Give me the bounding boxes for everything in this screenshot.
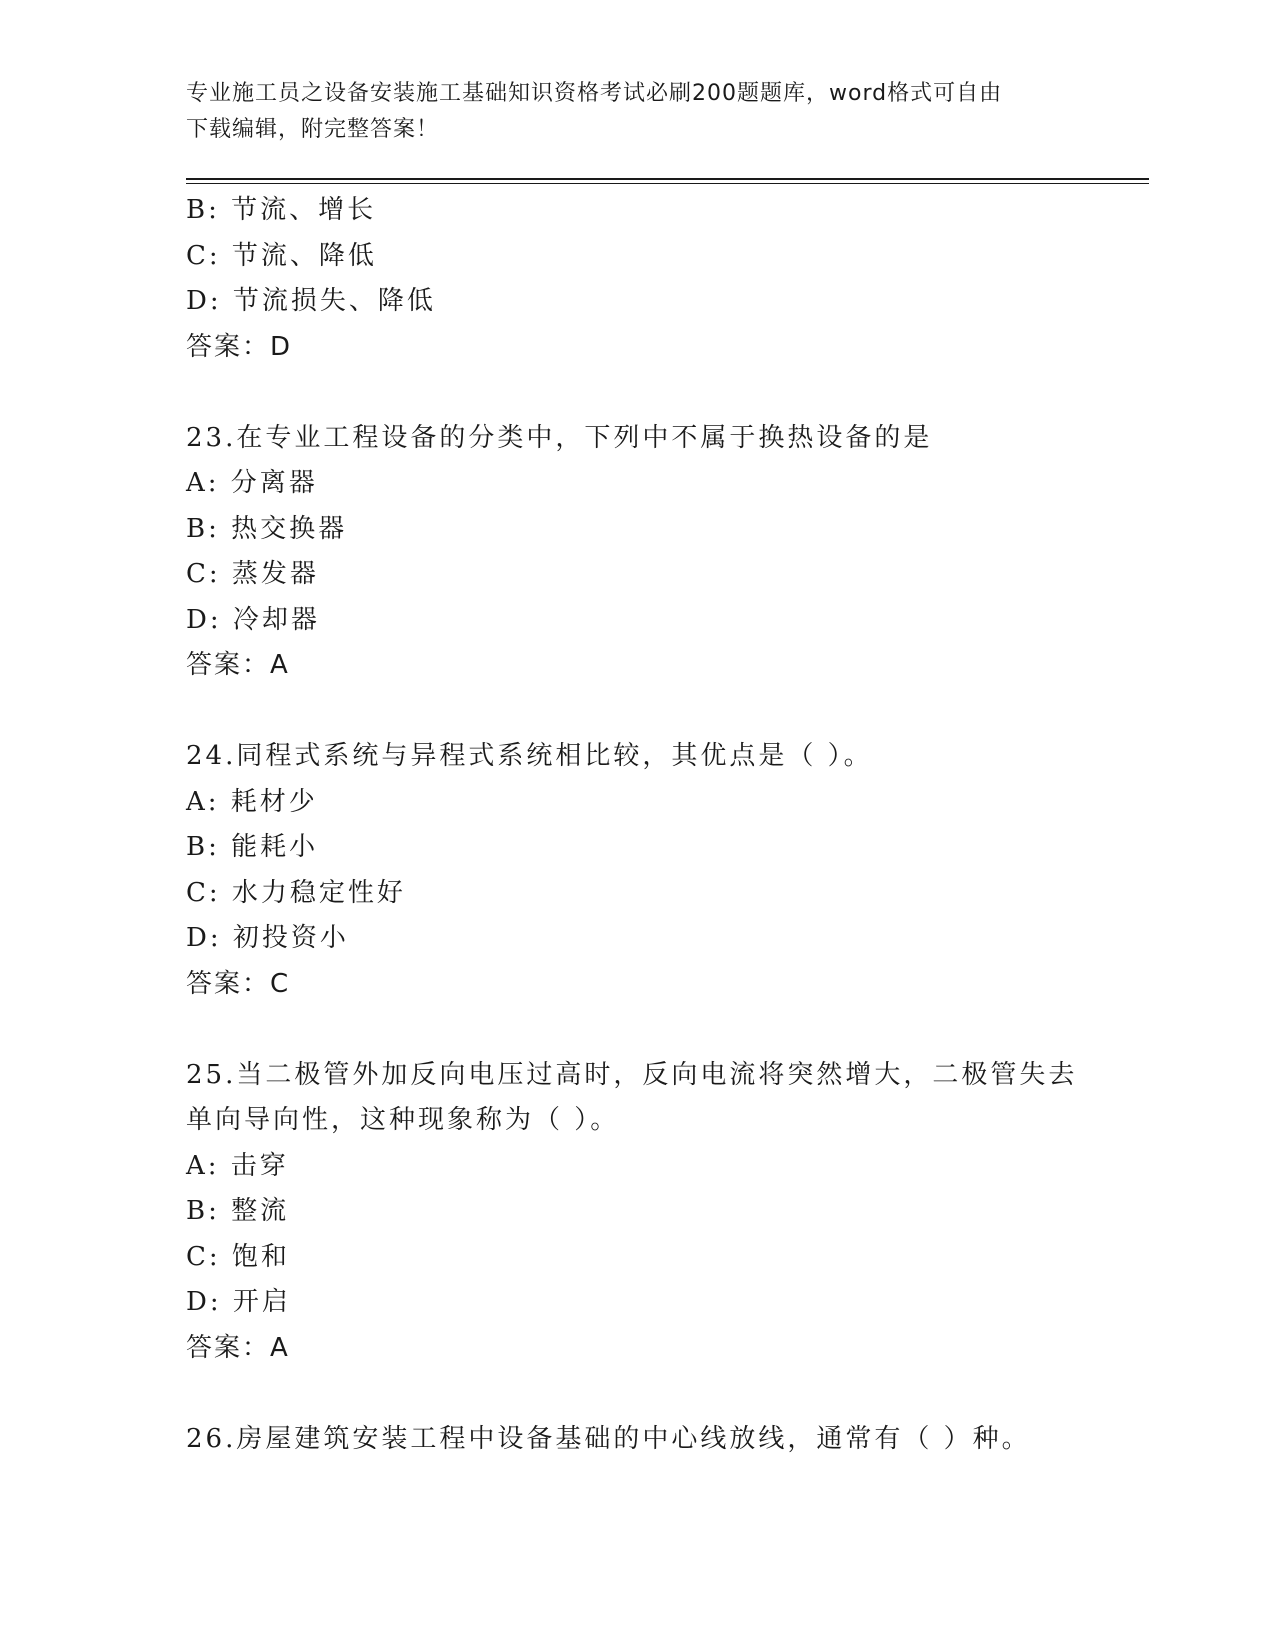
question-25-block — [186, 1053, 1149, 1372]
q24-answer: 答案：C — [186, 968, 291, 999]
spacer — [186, 1007, 1149, 1053]
q23-option-b: B: 热交换器 — [186, 513, 348, 544]
q25-answer: 答案：A — [186, 1332, 290, 1363]
q22-option-c: C: 节流、降低 — [186, 240, 377, 271]
header-rule-thin — [186, 183, 1149, 184]
header-line-1: 专业施工员之设备安装施工基础知识资格考试必刷200题题库，word格式可自由 — [186, 81, 1003, 106]
q23-option-d: D: 冷却器 — [186, 604, 320, 635]
q24-option-d: D: 初投资小 — [186, 923, 349, 953]
question-23-block — [186, 416, 1149, 689]
q22-option-b: B: 节流、增长 — [186, 195, 377, 225]
q25-option-a: A: 击穿 — [186, 1150, 289, 1181]
q22-option-d: D: 节流损失、降低 — [186, 286, 436, 316]
q24-option-a: A: 耗材少 — [186, 786, 318, 817]
header-rule-thick — [186, 178, 1149, 180]
spacer — [186, 1371, 1149, 1417]
q23-option-c: C: 蒸发器 — [186, 559, 319, 589]
q25-question-line-1: 25.当二极管外加反向电压过高时，反向电流将突然增大，二极管失去 — [186, 1059, 1078, 1090]
q22-answer: 答案：D — [186, 331, 293, 362]
q23-option-a: A: 分离器 — [186, 468, 318, 498]
q25-question-line-2: 单向导向性，这种现象称为（ ）。 — [186, 1105, 620, 1135]
q24-option-b: B: 能耗小 — [186, 832, 319, 862]
q26-question: 26.房屋建筑安装工程中设备基础的中心线放线，通常有（ ）种。 — [186, 1423, 1031, 1454]
q25-option-c: C: 饱和 — [186, 1241, 290, 1272]
document-body — [186, 188, 1149, 1462]
q24-option-c: C: 水力稳定性好 — [186, 877, 406, 908]
q25-option-d: D: 开启 — [186, 1287, 291, 1317]
q23-question: 23.在专业工程设备的分类中，下列中不属于换热设备的是 — [186, 422, 933, 453]
q25-option-b: B: 整流 — [186, 1196, 290, 1226]
question-26-block — [186, 1417, 1149, 1463]
q24-question: 24.同程式系统与异程式系统相比较，其优点是（ ）。 — [186, 741, 873, 771]
q23-answer: 答案：A — [186, 650, 290, 680]
spacer — [186, 370, 1149, 416]
spacer — [186, 689, 1149, 735]
question-22-block — [186, 188, 1149, 370]
document-header — [186, 76, 1086, 148]
header-line-2: 下载编辑，附完整答案！ — [186, 117, 440, 142]
question-24-block — [186, 734, 1149, 1007]
